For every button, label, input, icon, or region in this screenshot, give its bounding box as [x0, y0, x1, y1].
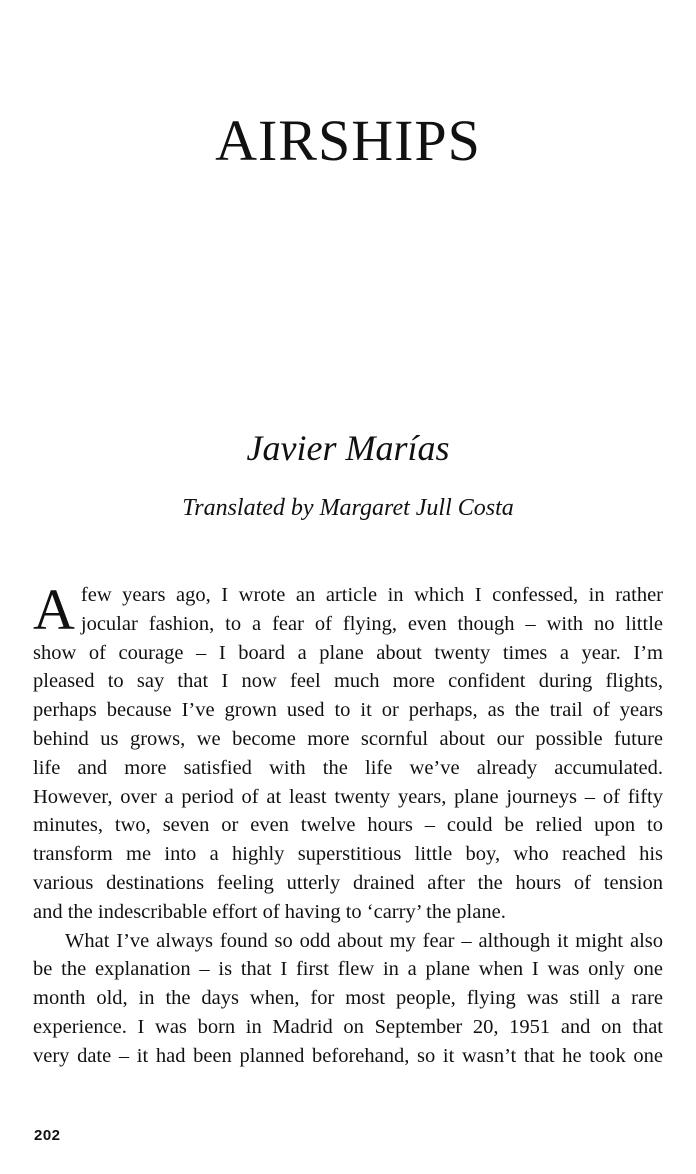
text-line: few years ago, I wrote an article in which I confessed, in rather — [80, 584, 663, 606]
drop-cap: A — [33, 577, 75, 642]
text-line: perhaps because I’ve grown used to it or perhaps, as the trail of years — [33, 699, 663, 722]
text-line: show of courage – I board a plane about twenty times a year. I’m — [33, 641, 663, 664]
text-line: and the indescribable effort of having to ‘carry’ the plane. — [33, 900, 506, 923]
paragraph-1 — [33, 577, 663, 927]
translator-credit: Translated by Margaret Jull Costa — [182, 495, 514, 521]
text-line: What I’ve always found so odd about my fear – although it might also — [65, 929, 663, 952]
text-line: behind us grows, we become more scornful about our possible future — [33, 727, 663, 750]
text-line: jocular fashion, to a fear of flying, even though – with no little — [80, 612, 663, 635]
text-line: life and more satisfied with the life we’ve already accumulated. — [33, 756, 663, 779]
text-line: minutes, two, seven or even twelve hours – could be relied upon to — [33, 814, 663, 837]
page-number: 202 — [34, 1127, 61, 1144]
chapter-title: AIRSHIPS — [215, 108, 481, 173]
body-text — [33, 577, 663, 1071]
text-line: various destinations feeling utterly drained after the hours of tension — [33, 871, 663, 894]
text-line: transform me into a highly superstitious little boy, who reached his — [33, 843, 663, 866]
text-line: be the explanation – is that I first flew in a plane when I was only one — [33, 958, 663, 981]
text-line: month old, in the days when, for most people, flying was still a rare — [33, 987, 663, 1010]
paragraph-2 — [33, 927, 663, 1071]
author-name: Javier Marías — [246, 428, 450, 468]
text-line: very date – it had been planned beforehand, so it wasn’t that he took one — [33, 1044, 663, 1067]
text-line: However, over a period of at least twenty years, plane journeys – of fifty — [33, 785, 663, 808]
text-line: experience. I was born in Madrid on September 20, 1951 and on that — [33, 1015, 663, 1038]
text-line: pleased to say that I now feel much more confident during flights, — [33, 670, 663, 693]
